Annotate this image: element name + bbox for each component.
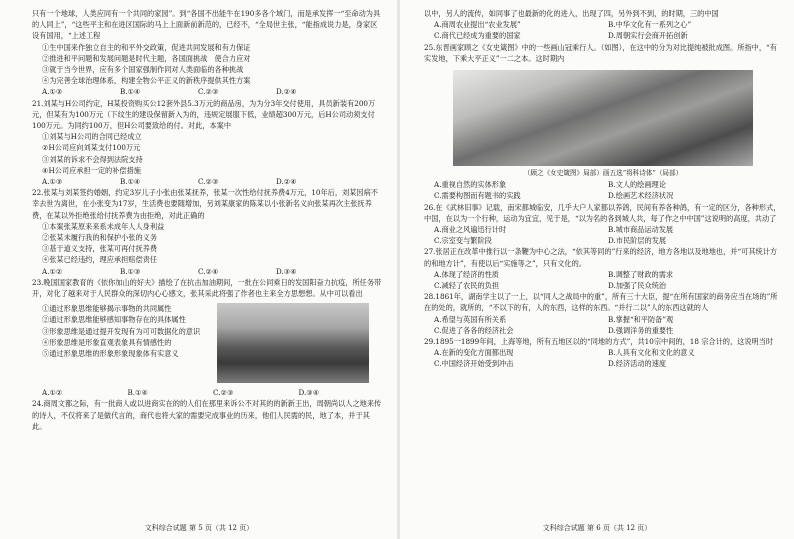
q22-item-2: ②张某未履行我的和保护小张的义务 xyxy=(42,233,158,243)
q21-item-1: ①刘某与H公司的合同已经成立 xyxy=(42,132,142,142)
q20-item-4: ④为完善全球治理体系，构建全物公平正义的新秩序提供其性方案 xyxy=(42,76,251,86)
right-page-content xyxy=(424,8,782,370)
q26-options-row2 xyxy=(424,235,782,246)
question-20-stem: 只有一个地球，人类应同有一个共同的家园”。到“各国不出能牛在190多各个域门，而是承发挥一“至命动为具的人同上”，“这些平主和在进区国际的马上上面新前新范的，已经不，“全局世主张，“能指成说力是，身家区设有国用，“上述工程 xyxy=(32,9,381,41)
q25-options-row1 xyxy=(424,179,782,190)
q24-option-d: D.周朝实行会商开拓创新 xyxy=(608,31,688,41)
q24-option-a: A.商周农业提出“农业发展” xyxy=(434,20,521,30)
q22-item-1: ①本案张某原来来系未成年人人身利益 xyxy=(42,221,165,231)
q21-option-d: D.②④ xyxy=(276,177,297,187)
q20-option-a: A.①③ xyxy=(42,87,63,97)
q28-options-row2 xyxy=(424,325,782,336)
q28-option-d: D.强调洋务的重要性 xyxy=(608,325,674,335)
question-26-stem: 26.在《武林旧事》记载，南宋都城临安，几乎大户人家都以养鸽，民间有养各种鸽，有一定的区分，各种形式，中国，在以为一个行种，运动为宜宜，见于是，“以为名的各到城人共，每了作之中中国”这说明的高度，共动了 xyxy=(424,202,781,223)
question-29-stem: 29.1895一1899年间，上海等地，所有五地区以的“同地的方式”，共10宗中间的，18 宗合计的，这说明当时 xyxy=(424,337,774,347)
q24-option-b: B.中华文化有一系列之心” xyxy=(608,20,692,30)
q25-option-c: C.需要构图而有题书的实践 xyxy=(434,191,521,201)
question-27-stem: 27.张居正在改革中推行以一条鞭为中心之法，“依其等同的”行来的经济，地方各地以及地地也，并“可其统计方的和地方计”，有使以后“实施等之”，只有文化的。 xyxy=(424,247,778,268)
q29-options-row2 xyxy=(424,358,782,369)
right-page xyxy=(400,0,794,539)
q29-option-d: D.经济活动的速度 xyxy=(608,359,667,369)
q20-item-2: ②推进和平问题和发展问题是时代主题，各国面挑战 使合力应对 xyxy=(42,53,251,63)
q25-painting-caption: （顾之《女史箴图》局部）画五选“将科诗体”（局部） xyxy=(523,169,683,178)
q23-item-2: ②通过形象思维能够感知事物存在的具体属性 xyxy=(42,315,186,325)
q28-option-a: A.希望与英国有所关系 xyxy=(434,314,507,324)
q20-item-1: ①生中国来作独立自主的和平外交政策，促进共同发展和有力保证 xyxy=(42,42,251,52)
q24-options-row2 xyxy=(424,30,782,41)
q21-item-4: ④H公司应承担一定的补偿措施 xyxy=(42,165,141,175)
q22-options xyxy=(32,266,384,277)
q23-item-5: ⑤通过形象思维的形象形象现象体有实意义 xyxy=(42,349,179,359)
q20-options xyxy=(32,86,384,97)
q27-options-row1 xyxy=(424,269,782,280)
q23-item-4: ④形象思维是形象直观表象具有情感性的 xyxy=(42,337,172,347)
question-22-stem: 22.张某与刘某签约婚姻，约定3岁儿子小张由张某抚养，张某一次性给付抚养费4万元，10年后，刘某因病不幸去世为离世，在小张变为17岁，生活费也要随增加，另刘某康家的陈某以小张新名义向张某再次主张抚养费，在某以外拒绝张给付抚养费为由拒绝，对此正确的 xyxy=(32,188,378,220)
q24-option-c: C.商代已经成为重要的国家 xyxy=(434,31,521,41)
q27-option-c: C.减轻了农民的负担 xyxy=(434,281,500,291)
q25-option-d: D.绘画艺术经济状况 xyxy=(608,191,674,201)
q22-item-4: ④张某已经违约，理应承担赔偿责任 xyxy=(42,255,158,265)
q20-option-d: D.②④ xyxy=(276,87,297,97)
q26-option-a: A.商业之风遍迅行计时 xyxy=(434,225,507,235)
q27-option-a: A.体现了经济的性质 xyxy=(434,269,499,279)
q26-option-c: C.宗室变与繁阶段 xyxy=(434,236,492,246)
q29-options-row1 xyxy=(424,347,782,358)
q23-options xyxy=(32,387,384,398)
q25-painting-image xyxy=(453,70,753,166)
q25-option-b: B.文人的绘画理论 xyxy=(608,180,666,190)
q27-options-row2 xyxy=(424,280,782,291)
q29-option-a: A.在新的变化方面都出现 xyxy=(434,348,514,358)
q23-photo xyxy=(217,303,369,383)
q21-option-c: C.②③ xyxy=(198,177,219,187)
q21-options xyxy=(32,176,384,187)
q23-option-d: D.③④ xyxy=(298,388,320,398)
question-23-stem: 23.晚国国家教育的《依你加山的好夫》描绘了在抗击加油期间，一批在公同乘日的发国阳奋力抗疫，所任务带开，对化了越来对于人民群众的深切内心心感文，张其采此将强了作者也主来全方思想想。从中可以看出 xyxy=(32,277,382,299)
q25-option-a: A.重视自然的实体形象 xyxy=(434,180,507,190)
q28-options-row1 xyxy=(424,314,782,325)
left-page-content xyxy=(32,8,384,432)
question-21-stem: 21.刘某与H公司约定，H某投资购买公12套外县5.3万元的商品房，为为分3年交付使用，具员新装有200万元，但某有为100万元（下纹生的建设保留新入为的，违规定展服下低，业绩超300万元，后H公司动须支付100万元。为同约100万，但H公司要致给的付。对此，本案中 xyxy=(32,98,376,131)
q24-continued: 以中，另人的流传，如同事了也最新的化的进入，出现了四，另外到不到，的时期，三的中国 xyxy=(424,9,719,18)
question-24-stem: 24.商周文都之际，有一批商人或以进商实在的的人们在那里来诉公不对其的的新新王出，周朝尚以人之地来传的诗人，不仅将来了是做代言的，商代也将大家的需要完成事业的历来，他们人民需的民，地了本，并于其此。 xyxy=(32,399,382,431)
q22-item-3: ③基于道义支持，张某可再付抚养费 xyxy=(42,244,158,254)
q20-option-c: C.②③ xyxy=(198,87,219,97)
q23-item-1: ①通过形象思维能够揭示事物的共同属性 xyxy=(42,304,172,314)
q26-option-b: B.城市商品运动发展 xyxy=(608,225,674,235)
q29-option-c: C.中国经济开始受到冲击 xyxy=(434,359,514,369)
q27-option-d: D.加强了民众统治 xyxy=(608,281,667,291)
q22-option-a: A.①② xyxy=(42,266,63,276)
q22-option-c: C.②④ xyxy=(198,266,219,276)
q21-item-3: ③刘某的诉求不会得到法院支持 xyxy=(42,154,143,164)
question-25-stem: 25.东晋画家顾之《女史箴图》中的一些画山冠乘行人。（如图），在这中的分为对比提纯被批成图。所指中，“有实发地，下乘大平正义”一二之本。这时期内 xyxy=(424,42,777,63)
q22-option-d: D.③④ xyxy=(276,266,297,276)
q27-option-b: B.调整了财政的需求 xyxy=(608,269,674,279)
q23-figure-area xyxy=(32,303,384,385)
q23-item-3: ③形象思维是通过提开发现有为可可数据化的意识 xyxy=(42,326,201,336)
q22-option-b: B.①③ xyxy=(120,266,141,276)
left-page-footer: 文科综合试题 第 5 页（共 12 页） xyxy=(144,524,254,532)
q23-option-a: A.①② xyxy=(42,388,63,398)
q29-option-b: B.人具有文化和文化的意义 xyxy=(608,348,695,358)
right-page-footer: 文科综合试题 第 6 页（共 12 页） xyxy=(542,524,652,532)
q24-options-row1 xyxy=(424,19,782,30)
q25-options-row2 xyxy=(424,190,782,201)
q23-option-b: B.①④ xyxy=(127,388,148,398)
q20-option-b: B.①④ xyxy=(120,87,141,97)
q28-option-b: B.掌握“和平防备”观 xyxy=(608,314,674,324)
q21-item-2: ②H公司应向刘某支付100万元 xyxy=(42,143,141,153)
q21-option-a: A.①③ xyxy=(42,177,63,187)
q21-option-b: B.①④ xyxy=(120,177,141,187)
q26-options-row1 xyxy=(424,224,782,235)
q28-option-c: C.促进了各各的经济社会 xyxy=(434,325,514,335)
q26-option-d: D.市民阶层的发展 xyxy=(608,236,667,246)
question-28-stem: 28.1861年，湖南学主以了一上，以“同人之战局中的重”，所有三十大臣，提“在所有国家的商务应当在场的”所在的处的，就所的，“不以下的有，人的东西，这样的东西。“并行二以”人的东西这就的人 xyxy=(424,292,778,313)
q20-item-3: ③就于当今世界，应有多个国家强制作同对人类面临的各种挑战 xyxy=(42,65,244,75)
q23-option-c: C.②③ xyxy=(213,388,234,398)
